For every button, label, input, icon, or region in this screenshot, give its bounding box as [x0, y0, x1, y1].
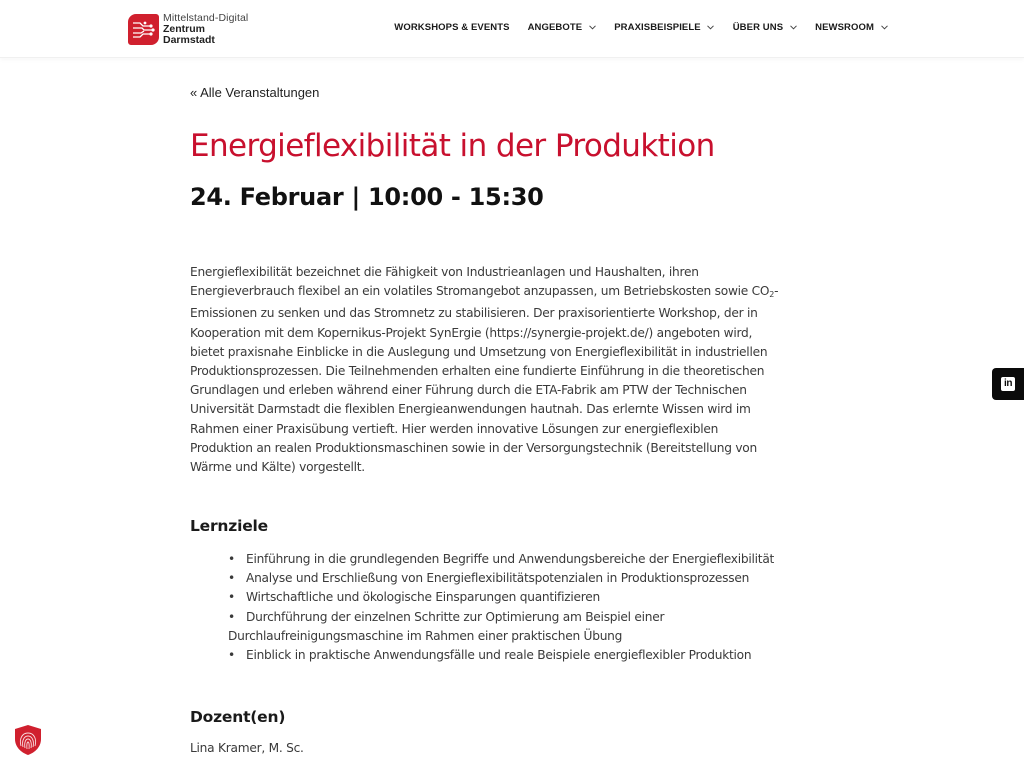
- logo-line-1: Mittelstand-Digital: [163, 12, 249, 24]
- logo-line-3: Darmstadt: [163, 34, 215, 46]
- circuit-logo-icon: [128, 14, 159, 45]
- chevron-down-icon: [789, 24, 797, 32]
- event-description: [190, 263, 840, 477]
- bullet-icon: •: [228, 590, 235, 605]
- chevron-down-icon: [707, 24, 715, 32]
- list-item: • Analyse und Erschließung von Energieflexibilitätspotenzialen in Produktionsprozessen: [190, 569, 850, 588]
- nav-ueber-uns[interactable]: [733, 22, 797, 33]
- list-item: • Durchführung der einzelnen Schritte zur Optimierung am Beispiel einer Durchlaufreinigungsmaschine im Rahmen einer praktischen Übung: [190, 608, 850, 646]
- lecturer-heading: Dozent(en): [190, 708, 286, 726]
- event-title: Energieflexibilität in der Produktion: [190, 128, 715, 164]
- site-header: [0, 0, 1024, 58]
- learning-goals-heading: Lernziele: [190, 517, 268, 535]
- fingerprint-shield-icon: [13, 724, 43, 756]
- description-line: Produktionsprozessen. Die Teilnehmenden erhalten eine fundierte Einführung in die theoretischen: [190, 364, 765, 379]
- list-item: • Einführung in die grundlegenden Begriffe und Anwendungsbereiche der Energieflexibilität: [190, 550, 850, 569]
- nav-praxisbeispiele[interactable]: [614, 22, 715, 33]
- bullet-icon: •: [228, 609, 235, 624]
- description-line: Emissionen zu senken und das Stromnetz zu stabilisieren. Der praxisorientierte Workshop, der in: [190, 306, 758, 321]
- list-item: • Wirtschaftliche und ökologische Einsparungen quantifizieren: [190, 588, 850, 607]
- bullet-icon: •: [228, 571, 235, 586]
- logo-text: [163, 13, 248, 46]
- learning-goals-list: [190, 550, 850, 665]
- event-date-time: 24. Februar | 10:00 - 15:30: [190, 183, 544, 211]
- nav-newsroom[interactable]: [815, 22, 888, 33]
- all-events-link[interactable]: « Alle Veranstaltungen: [190, 85, 320, 100]
- description-line: Grundlagen und erleben während einer Führung durch die ETA-Fabrik am PTW der Technischen: [190, 383, 747, 398]
- description-line: bietet praxisnahe Einblicke in die Auslegung und Umsetzung von Energieflexibilität in industriellen: [190, 344, 768, 359]
- nav-workshops-events[interactable]: [394, 22, 509, 33]
- nav-label: PRAXISBEISPIELE: [614, 22, 701, 33]
- co2-subscript: 2: [769, 290, 775, 300]
- bullet-icon: •: [228, 552, 235, 566]
- description-line: Kooperation mit dem Kopernikus-Projekt SynErgie (https://synergie-projekt.de/) angeboten wird,: [190, 325, 753, 340]
- lecturer-name: Lina Kramer, M. Sc.: [190, 741, 304, 755]
- description-line: Wärme und Kälte) vorgestellt.: [190, 460, 365, 475]
- chevron-down-icon: [588, 24, 596, 32]
- description-line: Universität Darmstadt die flexiblen Energieanwendungen hautnah. Das erlernte Wissen wird im: [190, 402, 751, 417]
- linkedin-icon: in: [1001, 377, 1015, 391]
- privacy-settings-button[interactable]: [13, 724, 43, 756]
- description-line: Energieflexibilität bezeichnet die Fähigkeit von Industrieanlagen und Haushalten, ihren: [190, 265, 699, 279]
- nav-label: ÜBER UNS: [732, 22, 784, 33]
- description-line: Energieverbrauch flexibel an ein volatiles Stromangebot anzupassen, um Betriebskosten sowie $CO_2-$: [190, 284, 779, 300]
- nav-angebote[interactable]: [528, 22, 597, 33]
- bullet-icon: •: [228, 648, 235, 663]
- nav-label: ANGEBOTE: [527, 22, 583, 33]
- site-logo[interactable]: [128, 13, 248, 46]
- main-nav: [394, 22, 888, 33]
- description-line: Produktion an realen Produktionsmaschinen sowie in der Versorgungstechnik (Bereitstellung von: [190, 440, 757, 455]
- list-item-continuation: Durchlaufreinigungsmaschine im Rahmen einer praktischen Übung: [228, 628, 623, 643]
- linkedin-share-button[interactable]: [992, 368, 1024, 400]
- chevron-down-icon: [880, 24, 888, 32]
- nav-label: WORKSHOPS & EVENTS: [394, 22, 510, 33]
- logo-line-2: Zentrum: [163, 23, 205, 35]
- nav-label: NEWSROOM: [815, 22, 874, 33]
- list-item: • Einblick in praktische Anwendungsfälle und reale Beispiele energieflexibler Produktion: [190, 646, 850, 665]
- description-line: Rahmen einer Praxisübung vertieft. Hier werden innovative Lösungen zur energieflexiblen: [190, 421, 719, 436]
